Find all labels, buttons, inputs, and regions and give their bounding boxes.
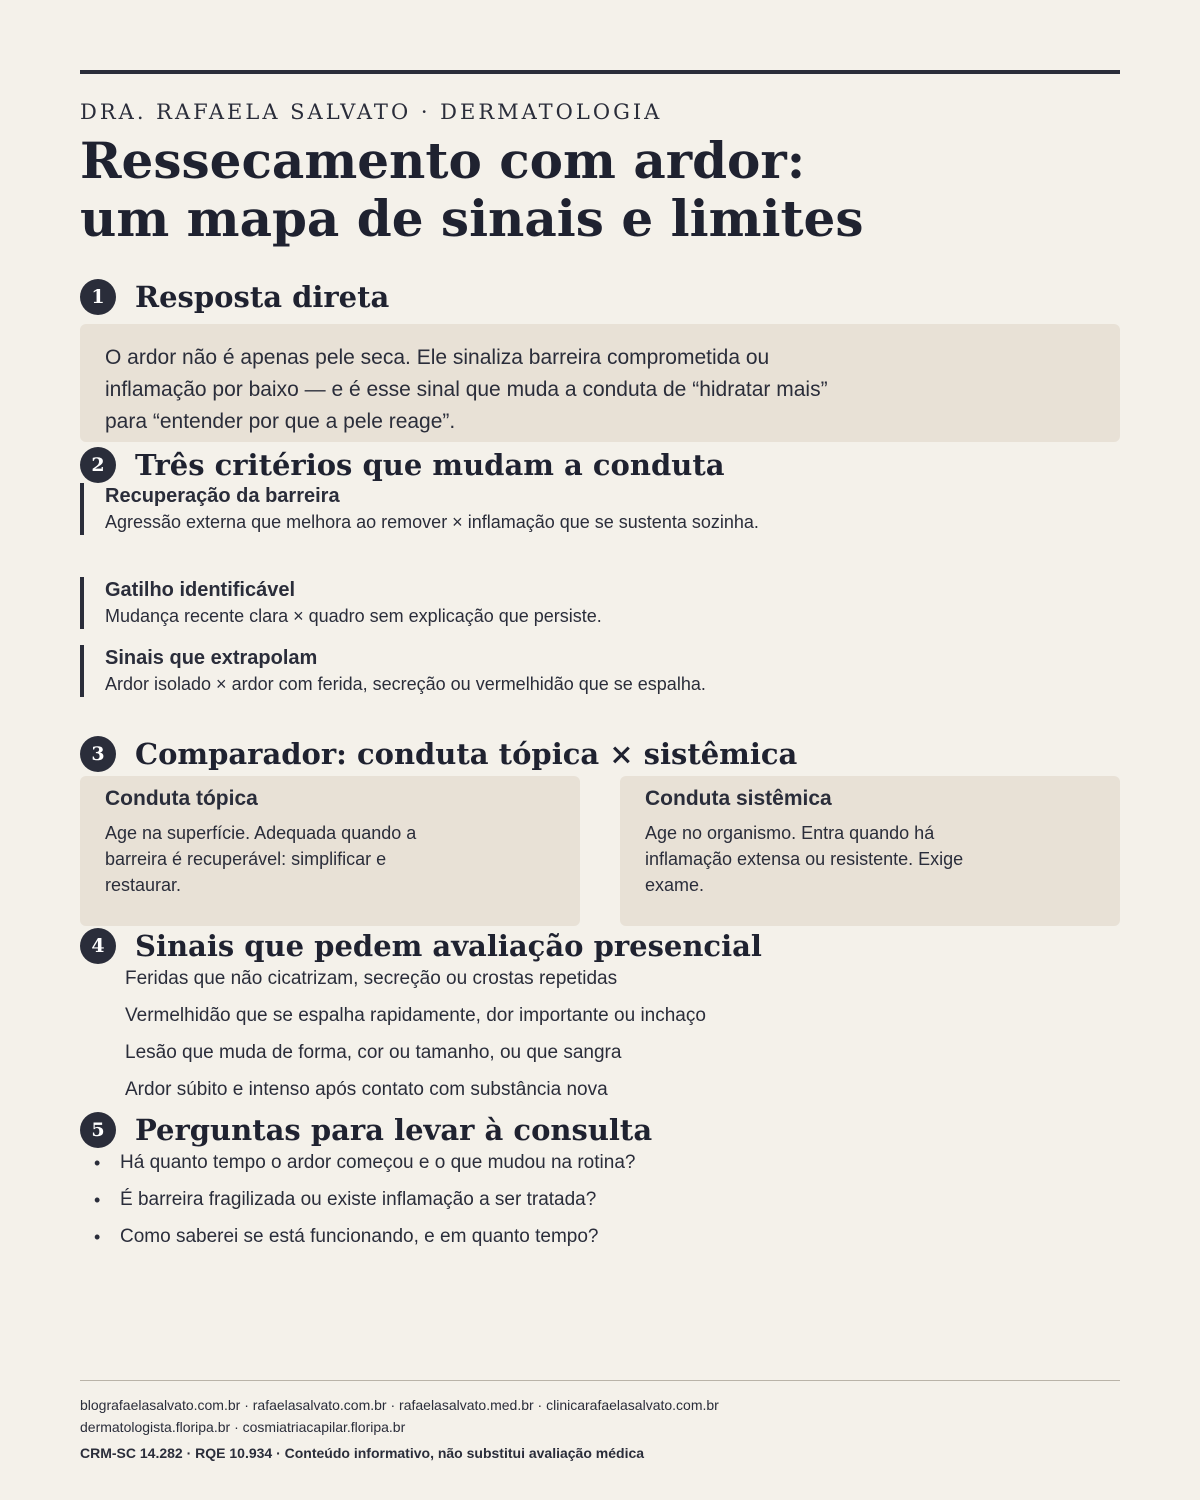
answer-text: O ardor não é apenas pele seca. Ele sinaliza barreira comprometida ou inflamação por baixo — e é esse sinal que muda a conduta de “hidratar mais” para “entender por que a pele reage”. [105,346,828,433]
top-rule [80,70,1120,74]
section-number-badge: 3 [80,736,116,772]
comparator-text: Age no organismo. Entra quando há inflamação extensa ou resistente. Exige exame. [645,823,964,895]
section-title: Três critérios que mudam a conduta [135,448,725,482]
criterion-card [80,483,800,535]
signal-item: Feridas que não cicatrizam, secreção ou crostas repetidas [125,968,618,989]
question-text: É barreira fragilizada ou existe inflamação a ser tratada? [120,1189,597,1210]
title-line-2: um mapa de sinais e limites [80,189,864,248]
footer-links-line-1: blografaelasalvato.com.br · rafaelasalvato.com.br · rafaelasalvato.med.br · clinicarafaelasalvato.com.br [80,1397,719,1413]
question-text: Como saberei se está funcionando, e em quanto tempo? [120,1226,599,1247]
page [80,70,1120,1470]
signal-item: Vermelhidão que se espalha rapidamente, dor importante ou inchaço [125,1005,706,1026]
signal-item: Lesão que muda de forma, cor ou tamanho, ou que sangra [125,1042,622,1063]
section-number-badge: 1 [80,279,116,315]
question-item [94,1224,598,1250]
criterion-card [80,645,800,697]
section-title: Perguntas para levar à consulta [135,1113,653,1147]
section-1-heading [80,277,389,317]
criterion-text: Ardor isolado × ardor com ferida, secreção ou vermelhidão que se espalha. [105,674,706,694]
section-number-badge: 5 [80,1112,116,1148]
criterion-title: Recuperação da barreira [105,485,340,507]
comparator-text: Age na superfície. Adequada quando a barreira é recuperável: simplificar e restaurar. [105,823,417,895]
section-4-heading [80,926,762,966]
bullet-icon: • [94,1190,101,1210]
comparator-card-sistemica [620,776,1120,926]
bullet-icon: • [94,1227,101,1247]
footer-rule [80,1380,1120,1381]
signal-item: Ardor súbito e intenso após contato com substância nova [125,1079,608,1100]
section-title: Sinais que pedem avaliação presencial [135,929,762,963]
criterion-title: Gatilho identificável [105,579,296,601]
footer-legal: CRM-SC 14.282 · RQE 10.934 · Conteúdo informativo, não substitui avaliação médica [80,1445,645,1461]
title-line-1: Ressecamento com ardor: [80,131,806,190]
section-number-badge: 4 [80,928,116,964]
criterion-text: Mudança recente clara × quadro sem explicação que persiste. [105,606,602,626]
footer-links [80,1394,719,1438]
question-item [94,1150,635,1176]
bullet-icon: • [94,1153,101,1173]
criterion-card [80,577,800,629]
comparator-card-topica [80,776,580,926]
section-title: Resposta direta [135,280,390,314]
criterion-title: Sinais que extrapolam [105,647,318,669]
question-text: Há quanto tempo o ardor começou e o que mudou na rotina? [120,1152,636,1173]
author-kicker: DRA. RAFAELA SALVATO · DERMATOLOGIA [80,100,663,124]
footer-links-line-2: dermatologista.floripa.br · cosmiatriacapilar.floripa.br [80,1419,406,1435]
section-5-heading [80,1110,652,1150]
comparator-title: Conduta tópica [105,787,258,810]
criterion-text: Agressão externa que melhora ao remover × inflamação que se sustenta sozinha. [105,512,759,532]
comparator-title: Conduta sistêmica [645,787,832,810]
answer-box [80,324,1120,442]
section-2-heading [80,445,725,485]
section-title: Comparador: conduta tópica × sistêmica [135,737,798,771]
section-number-badge: 2 [80,447,116,483]
page-title [80,132,864,248]
section-3-heading [80,734,797,774]
question-item [94,1187,596,1213]
